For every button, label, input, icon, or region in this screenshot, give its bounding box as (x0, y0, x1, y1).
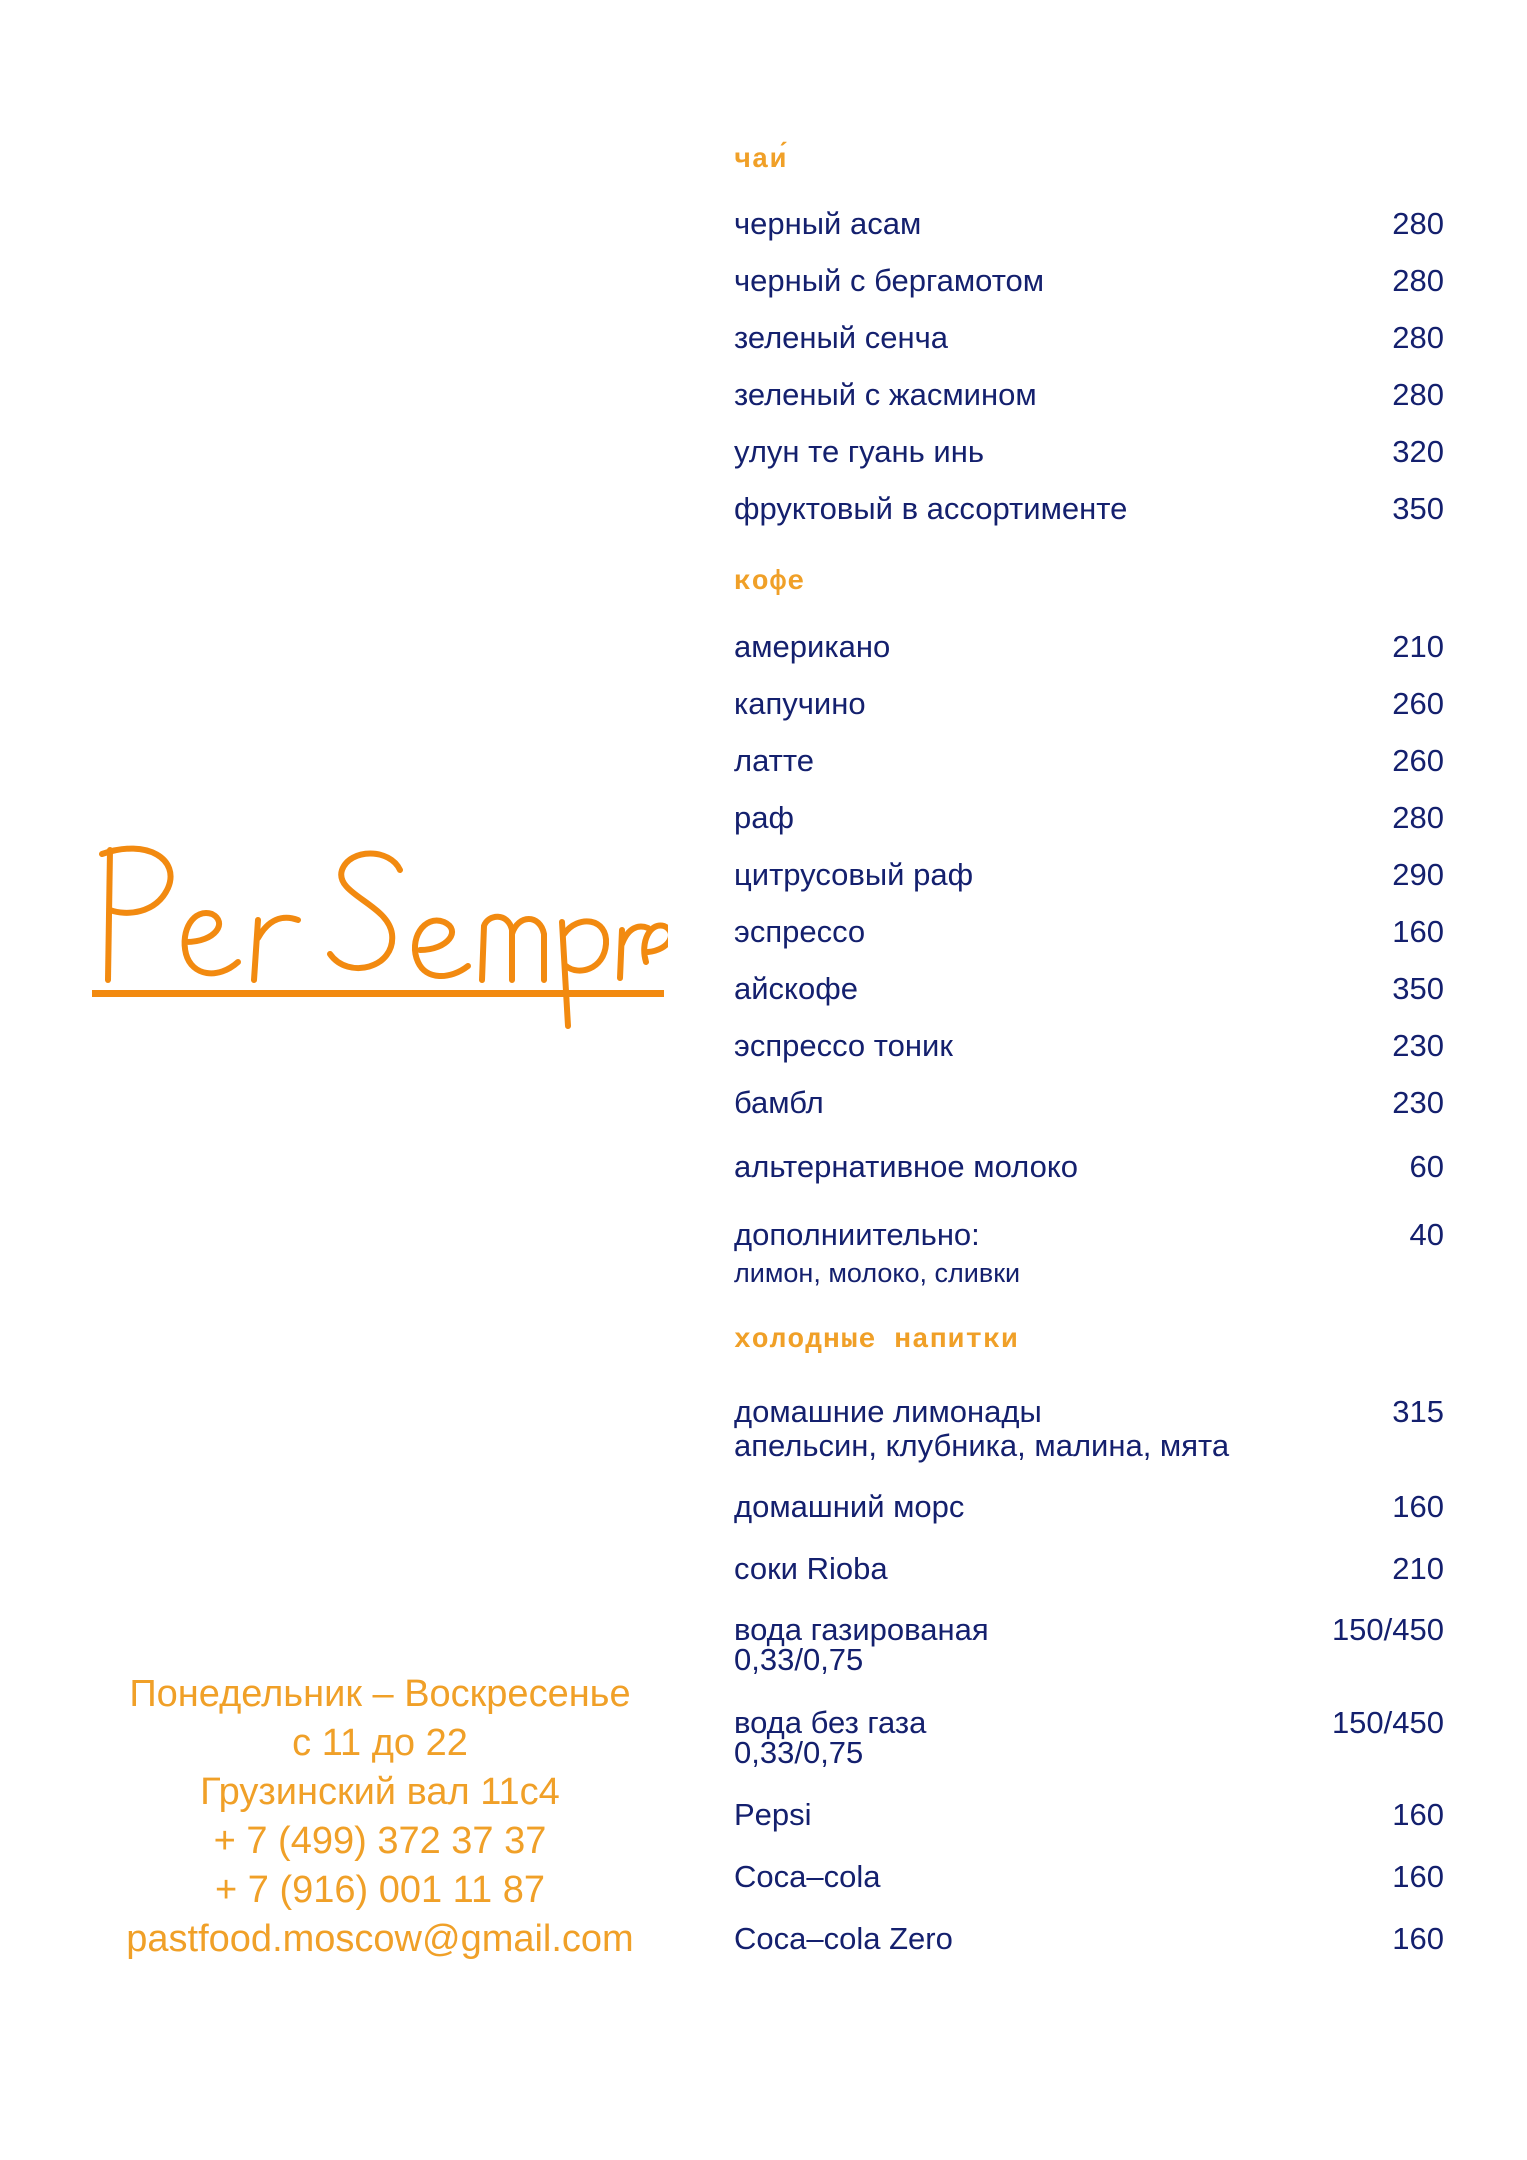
item-price: 315 (1392, 1394, 1444, 1429)
item-name: черный с бергамотом (734, 263, 1045, 298)
opening-hours: с 11 до 22 (292, 1722, 468, 1764)
item-price: 160 (1392, 1489, 1444, 1524)
item-price: 230 (1392, 1085, 1444, 1120)
item-price: 280 (1392, 206, 1444, 241)
item-name: альтернативное молоко (734, 1149, 1078, 1184)
item-name: черный асам (734, 206, 922, 241)
item-name: домашний морс (734, 1489, 965, 1524)
item-name: капучино (734, 686, 866, 721)
item-price: 210 (1392, 629, 1444, 664)
phone-2[interactable]: + 7 (916) 001 11 87 (215, 1869, 545, 1911)
item-name: раф (734, 800, 794, 835)
item-price: 40 (1409, 1217, 1444, 1252)
item-description: 0,33/0,75 (734, 1642, 864, 1677)
contact-info (100, 1670, 660, 1964)
item-price: 210 (1392, 1551, 1444, 1586)
item-price: 280 (1392, 377, 1444, 412)
item-name: фруктовый в ассортименте (734, 491, 1128, 526)
item-price: 150/450 (1331, 1705, 1444, 1740)
item-name: цитрусовый раф (734, 857, 974, 892)
item-price: 260 (1392, 743, 1444, 778)
item-name: вода без газа (734, 1705, 927, 1740)
item-price: 160 (1392, 1859, 1444, 1894)
item-name: эспрессо тоник (734, 1028, 953, 1063)
item-name: эспрессо (734, 914, 866, 949)
item-price: 350 (1392, 971, 1444, 1006)
item-price: 280 (1392, 800, 1444, 835)
item-description: 0,33/0,75 (734, 1735, 864, 1770)
item-price: 160 (1392, 914, 1444, 949)
item-price: 280 (1392, 263, 1444, 298)
item-name: Pepsi (734, 1797, 812, 1832)
item-name: американо (734, 629, 891, 664)
item-price: 290 (1392, 857, 1444, 892)
item-name: домашние лимонады (734, 1394, 1042, 1429)
item-name: улун те гуань инь (734, 434, 985, 469)
item-price: 350 (1392, 491, 1444, 526)
email-link[interactable]: pastfood.moscow@gmail.com (126, 1918, 634, 1960)
item-name: соки Rioba (734, 1551, 888, 1586)
opening-days: Понедельник – Воскресенье (129, 1673, 631, 1715)
item-price: 280 (1392, 320, 1444, 355)
brand-logo (88, 830, 668, 1030)
item-name: вода газированая (734, 1612, 989, 1647)
item-price: 160 (1392, 1797, 1444, 1832)
item-name: латте (734, 743, 814, 778)
item-name: дополниительно: (734, 1217, 980, 1252)
item-description: апельсин, клубника, малина, мята (734, 1428, 1230, 1463)
item-price: 320 (1392, 434, 1444, 469)
item-price: 60 (1409, 1149, 1444, 1184)
item-price: 230 (1392, 1028, 1444, 1063)
item-name: Coca–cola Zero (734, 1921, 953, 1956)
item-name: айскофе (734, 971, 858, 1006)
phone-1[interactable]: + 7 (499) 372 37 37 (213, 1820, 547, 1862)
item-description: лимон, молоко, сливки (734, 1258, 1021, 1288)
per-sempre-logo-graphic (88, 830, 668, 1030)
item-price: 150/450 (1331, 1612, 1444, 1647)
item-price: 160 (1392, 1921, 1444, 1956)
section-heading-cold-drinks: холодные напитки (734, 1325, 1019, 1356)
item-name: Coca–cola (734, 1859, 881, 1894)
item-name: бамбл (734, 1085, 824, 1120)
item-name: зеленый с жасмином (734, 377, 1037, 412)
address: Грузинский вал 11с4 (200, 1771, 560, 1813)
section-heading-tea: чаи́ (734, 145, 788, 176)
item-price: 260 (1392, 686, 1444, 721)
item-name: зеленый сенча (734, 320, 948, 355)
section-heading-coffee: кофе (734, 567, 806, 598)
